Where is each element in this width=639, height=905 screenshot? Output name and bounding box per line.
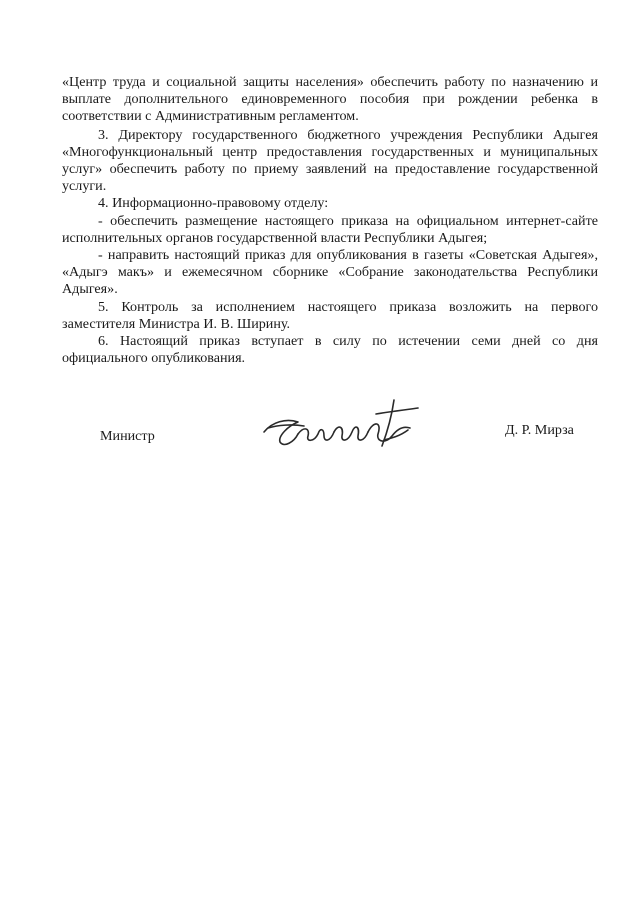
- paragraph-item-4-sub-2: - направить настоящий приказ для опубликования в газеты «Советская Адыгея», «Адыгэ макъ» и ежемесячном сборнике «Собрание законодательства Республики Адыгея».: [62, 247, 598, 298]
- paragraph-item-3: 3. Директору государственного бюджетного учреждения Республики Адыгея «Многофункциональный центр предоставления государственных и муниципальных услуг» обеспечить работу по приему заявлений на предоставление государственной услуги.: [62, 126, 598, 195]
- document-body: [62, 74, 598, 367]
- paragraph-continuation: «Центр труда и социальной защиты населения» обеспечить работу по назначению и выплате дополнительного единовременного пособия при рождении ребенка в соответствии с Административным регламентом.: [62, 74, 598, 125]
- position-label: Министр: [100, 428, 155, 444]
- signatory-name: Д. Р. Мирза: [505, 422, 574, 438]
- paragraph-item-4: 4. Информационно-правовому отделу:: [98, 195, 329, 212]
- handwritten-signature: [258, 392, 423, 454]
- signature-block: [0, 390, 639, 460]
- paragraph-item-6: 6. Настоящий приказ вступает в силу по истечении семи дней со дня официального опубликования.: [62, 333, 598, 367]
- paragraph-item-4-sub-1: - обеспечить размещение настоящего приказа на официальном интернет-сайте исполнительных органов государственной власти Республики Адыгея;: [62, 212, 598, 246]
- paragraph-item-5: 5. Контроль за исполнением настоящего приказа возложить на первого заместителя Министра И. В. Ширину.: [62, 298, 598, 332]
